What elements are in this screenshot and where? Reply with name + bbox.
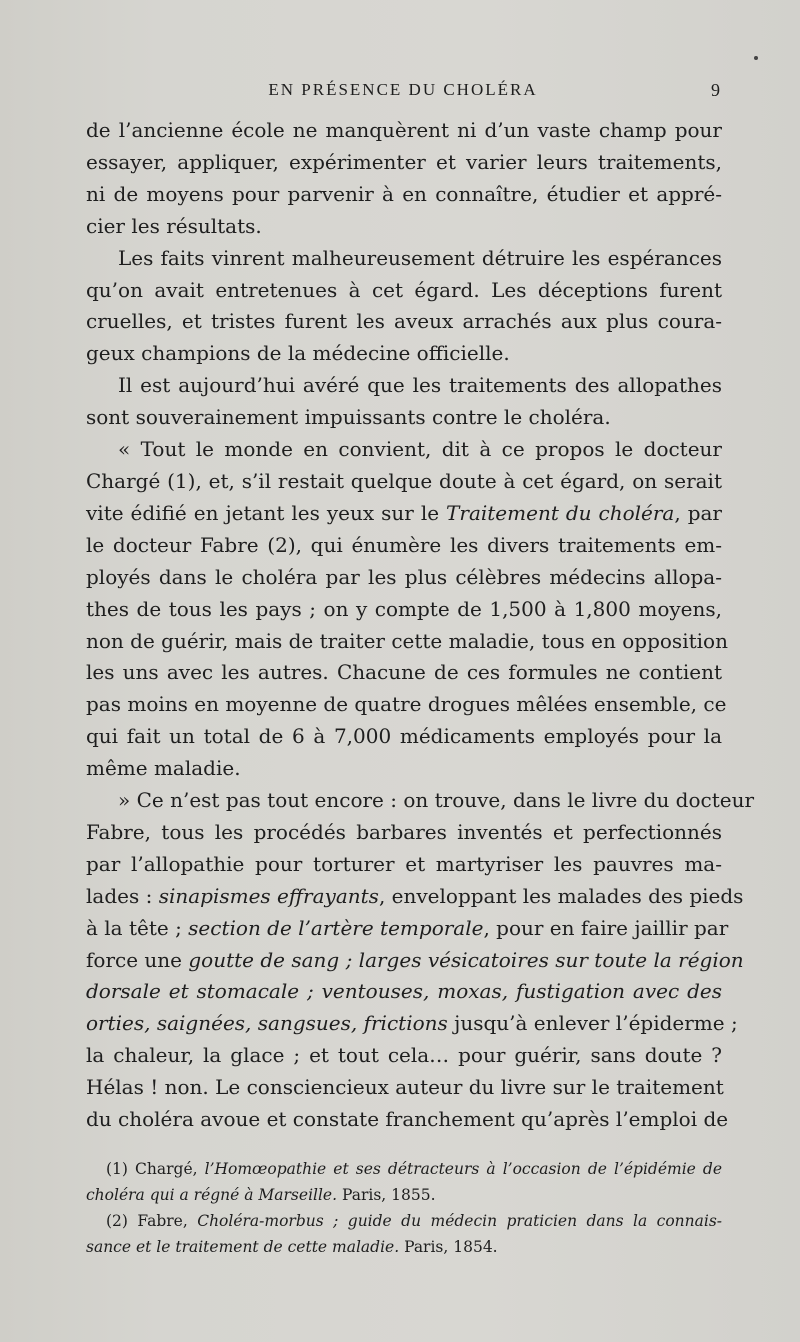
italic-run: orties, saignées, sangsues, frictions [86, 1011, 448, 1036]
text-run: , pour en faire jaillir par [483, 915, 729, 940]
text-line: Fabre, tous les procédés barbares inventés et perfectionnés [86, 819, 722, 844]
italic-run: dorsale et stomacale ; ventouses, moxas, fustigation avec des [86, 979, 722, 1004]
text-line: Hélas ! non. Le consciencieux auteur du livre sur le traitement [86, 1075, 724, 1100]
text-line: du choléra avoue et constate franchement qu’après l’emploi de [86, 1107, 729, 1132]
footnote-line [86, 1208, 722, 1234]
text-line: qui fait un total de 6 à 7,000 médicaments employés pour la [86, 724, 722, 749]
text-line: qu’on avait entretenues à cet égard. Les déceptions furent [86, 277, 722, 302]
text-run: force une [86, 947, 189, 972]
paragraph-4 [86, 434, 728, 785]
text-line: Il est aujourd’hui avéré que les traitements des allopathes [118, 373, 722, 398]
text-run: (2) Fabre, [106, 1212, 198, 1230]
italic-run: sinapismes effrayants [158, 883, 379, 908]
paragraph-2 [86, 243, 722, 371]
italic-title: Traitement du choléra [446, 500, 675, 525]
text-run: Paris, 1855. [337, 1186, 436, 1204]
footnote-line [86, 1182, 722, 1208]
text-line: Chargé (1), et, s’il restait quelque doute à cet égard, on serait [86, 468, 722, 493]
text-line: les uns avec les autres. Chacune de ces formules ne contient [86, 660, 722, 685]
text-line [86, 945, 744, 977]
italic-run: goutte de sang ; larges vésicatoires sur toute la région [188, 947, 744, 972]
italic-run: Choléra-morbus ; guide du médecin praticien dans la connais- [197, 1212, 723, 1230]
text-run: lades : [86, 883, 159, 908]
text-line: par l’allopathie pour torturer et martyriser les pauvres ma- [86, 851, 722, 876]
text-line: la chaleur, la glace ; et tout cela… pour guérir, sans doute ? [86, 1043, 722, 1068]
text-run: vite édifié en jetant les yeux sur le [86, 500, 447, 525]
paragraph-5 [86, 785, 755, 1136]
text-line: cier les résultats. [86, 213, 262, 238]
italic-run: l’Homœopathie et ses détracteurs à l’occasion de l’épidémie de [204, 1160, 723, 1178]
text-line: » Ce n’est pas tout encore : on trouve, dans le livre du docteur [118, 788, 755, 813]
paragraph-1 [86, 115, 722, 243]
text-line: non de guérir, mais de traiter cette maladie, tous en opposition [86, 628, 728, 653]
footnote-2 [86, 1208, 722, 1260]
paragraph-3 [86, 370, 722, 434]
footnotes [86, 1156, 722, 1260]
italic-run: section de l’artère temporale [188, 915, 484, 940]
text-line: le docteur Fabre (2), qui énumère les divers traitements em- [86, 532, 722, 557]
text-run: Paris, 1854. [399, 1238, 498, 1256]
text-line [86, 1008, 738, 1040]
page-header [86, 80, 720, 104]
text-line: thes de tous les pays ; on y compte de 1,500 à 1,800 moyens, [86, 596, 722, 621]
text-line [86, 881, 744, 913]
text-line: essayer, appliquer, expérimenter et varier leurs traitements, [86, 149, 722, 174]
text-line: ployés dans le choléra par les plus célèbres médecins allopa- [86, 564, 722, 589]
text-line: même maladie. [86, 756, 241, 781]
italic-run: sance et le traitement de cette maladie. [86, 1238, 400, 1256]
text-line: geux champions de la médecine officielle. [86, 341, 510, 366]
ink-speck [754, 56, 758, 60]
text-run: , par [674, 500, 722, 525]
body-text [86, 115, 755, 1136]
text-line [86, 498, 722, 530]
footnote-line [86, 1156, 722, 1182]
running-title: EN PRÉSENCE DU CHOLÉRA [268, 80, 538, 99]
text-line: Les faits vinrent malheureusement détruire les espérances [118, 245, 722, 270]
text-run: à la tête ; [86, 915, 189, 940]
text-line: cruelles, et tristes furent les aveux arrachés aux plus coura- [86, 309, 722, 334]
text-line: sont souverainement impuissants contre le choléra. [86, 405, 611, 430]
footnote-1 [86, 1156, 722, 1208]
text-line [86, 976, 722, 1008]
text-run: (1) Chargé, [106, 1160, 205, 1178]
text-line: de l’ancienne école ne manquèrent ni d’un vaste champ pour [86, 118, 722, 142]
footnote-line [86, 1234, 722, 1260]
text-line: « Tout le monde en convient, dit à ce propos le docteur [118, 437, 722, 462]
text-line [86, 913, 729, 945]
text-line: ni de moyens pour parvenir à en connaître, étudier et appré- [86, 181, 722, 206]
text-line: pas moins en moyenne de quatre drogues mêlées ensemble, ce [86, 692, 727, 717]
text-run: , enveloppant les malades des pieds [378, 883, 744, 908]
text-run: jusqu’à enlever l’épiderme ; [447, 1011, 738, 1036]
page-number: 9 [711, 80, 720, 100]
italic-run: choléra qui a régné à Marseille. [86, 1186, 338, 1204]
